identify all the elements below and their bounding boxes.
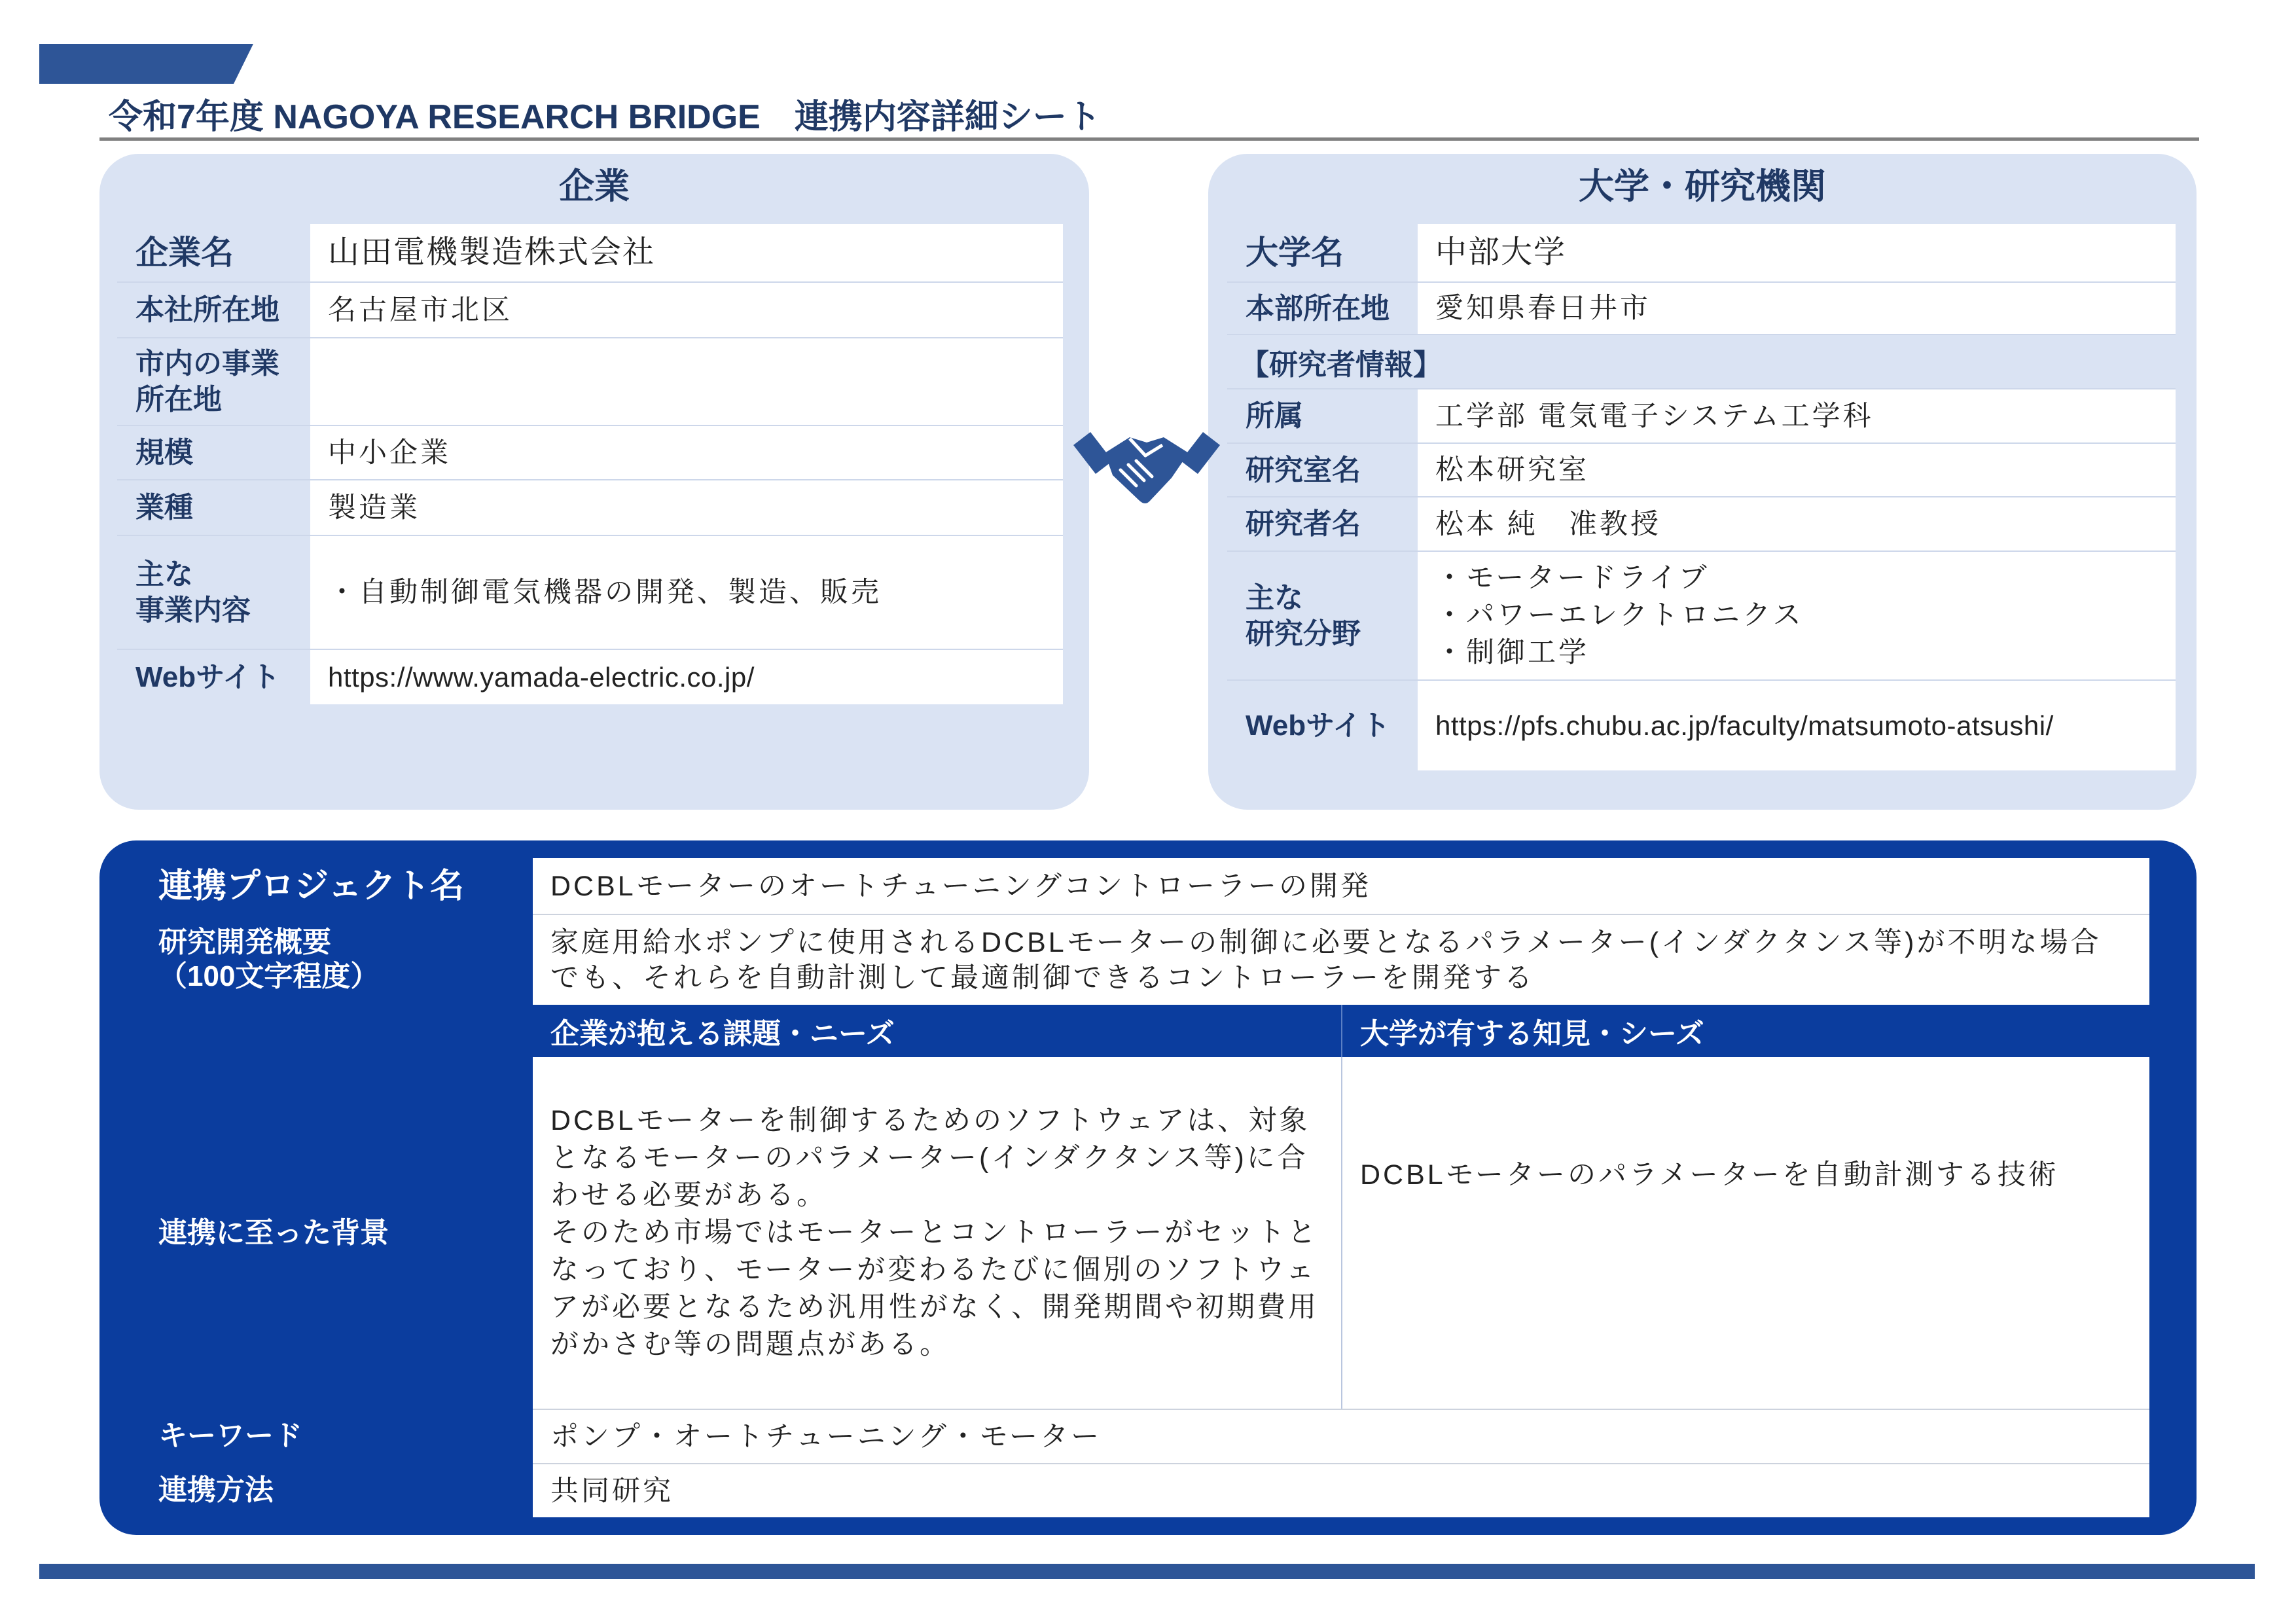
project-overview-label-text: 研究開発概要 bbox=[158, 926, 331, 958]
company-website-label: Webサイト bbox=[135, 661, 281, 693]
company-scale-label: 規模 bbox=[135, 437, 193, 469]
university-hq-value: 愛知県春日井市 bbox=[1418, 283, 2176, 334]
seeds-text: DCBLモーターのパラメーターを自動計測する技術 bbox=[1360, 1159, 2059, 1191]
project-method-label-text: 連携方法 bbox=[158, 1473, 274, 1506]
company-city-office-label: 市内の事業 所在地 bbox=[135, 348, 279, 416]
company-row-hq bbox=[117, 281, 1063, 337]
university-hq-label: 本部所在地 bbox=[1246, 292, 1390, 325]
company-panel bbox=[99, 154, 1089, 810]
company-row-scale bbox=[117, 425, 1063, 479]
research-field-item: ・モータードライブ bbox=[1435, 562, 1710, 594]
company-panel-heading: 企業 bbox=[559, 167, 630, 206]
company-business-value: ・自動制御電気機器の開発、製造、販売 bbox=[310, 536, 1063, 649]
research-field-item: ・制御工学 bbox=[1435, 637, 1589, 668]
footer-bar bbox=[39, 1564, 2255, 1579]
researcher-row-affiliation bbox=[1227, 388, 2176, 442]
researcher-row-lab bbox=[1227, 442, 2176, 496]
company-name-label: 企業名 bbox=[135, 234, 234, 271]
company-hq-label: 本社所在地 bbox=[135, 294, 279, 326]
project-overview-value: 家庭用給水ポンプに使用されるDCBLモーターの制御に必要となるパラメーター(インダクタンス等)が不明な場合でも、それらを自動計測して最適制御できるコントローラーを開発する bbox=[533, 914, 2149, 1005]
seeds-heading: 大学が有する知見・シーズ bbox=[1341, 1005, 2149, 1057]
project-background-label-text: 連携に至った背景 bbox=[158, 1216, 389, 1249]
project-method-label bbox=[99, 1463, 533, 1517]
researcher-fields-label: 主な 研究分野 bbox=[1246, 581, 1361, 650]
project-method-value: 共同研究 bbox=[533, 1463, 2149, 1517]
researcher-section-row bbox=[1227, 334, 2176, 388]
company-industry-value: 製造業 bbox=[310, 480, 1063, 535]
company-name-value: 山田電機製造株式会社 bbox=[310, 224, 1063, 281]
researcher-affiliation-value: 工学部 電気電子システム工学科 bbox=[1418, 389, 2176, 442]
university-panel-heading: 大学・研究機関 bbox=[1579, 167, 1826, 206]
project-keywords-value: ポンプ・オートチューニング・モーター bbox=[533, 1409, 2149, 1463]
handshake-icon bbox=[1073, 423, 1220, 508]
project-keywords-label-text: キーワード bbox=[158, 1419, 302, 1452]
researcher-section-heading: 【研究者情報】 bbox=[1240, 348, 1442, 381]
project-row-name bbox=[99, 858, 2149, 914]
project-subheading-spacer bbox=[99, 1005, 533, 1057]
researcher-row-website bbox=[1227, 679, 2176, 770]
company-hq-value: 名古屋市北区 bbox=[310, 283, 1063, 337]
company-row-business bbox=[117, 535, 1063, 649]
company-scale-value: 中小企業 bbox=[310, 426, 1063, 479]
company-business-label: 主な 事業内容 bbox=[135, 558, 251, 626]
company-industry-label: 業種 bbox=[135, 492, 193, 524]
project-panel bbox=[99, 840, 2197, 1535]
title-divider bbox=[99, 137, 2199, 141]
company-city-office-value bbox=[310, 338, 1063, 425]
project-keywords-label bbox=[99, 1409, 533, 1463]
header-tab-mark bbox=[39, 44, 253, 84]
researcher-row-fields bbox=[1227, 550, 2176, 679]
university-info-table bbox=[1227, 224, 2176, 770]
company-info-table bbox=[117, 224, 1063, 704]
needs-text: DCBLモーターを制御するためのソフトウェアは、対象となるモーターのパラメーター(インダクタンス等)に合わせる必要がある。 そのため市場ではモーターとコントローラーがセットとなっており、モーターが変わるたびに個別のソフトウェアが必要となるため汎用性がなく、開発期間や初期費用がかさむ等の問題点がある。 bbox=[550, 1105, 1319, 1360]
project-row-keywords bbox=[99, 1409, 2149, 1463]
researcher-website-label: Webサイト bbox=[1246, 710, 1391, 742]
project-name-value: DCBLモーターのオートチューニングコントローラーの開発 bbox=[533, 858, 2149, 914]
project-overview-sublabel: （100文字程度） bbox=[158, 960, 380, 992]
project-row-overview bbox=[99, 914, 2149, 1005]
project-row-method bbox=[99, 1463, 2149, 1517]
researcher-website-link[interactable]: https://pfs.chubu.ac.jp/faculty/matsumoto-atsushi/ bbox=[1418, 681, 2176, 770]
researcher-row-name bbox=[1227, 496, 2176, 550]
researcher-fields-list bbox=[1418, 552, 2176, 679]
project-row-subheadings bbox=[99, 1005, 2149, 1057]
researcher-lab-label: 研究室名 bbox=[1246, 454, 1361, 486]
university-row-name bbox=[1227, 224, 2176, 281]
researcher-name-value: 松本 純 准教授 bbox=[1418, 497, 2176, 550]
seeds-cell bbox=[1341, 1057, 2149, 1409]
project-table bbox=[99, 858, 2149, 1517]
company-row-website bbox=[117, 649, 1063, 704]
university-panel bbox=[1208, 154, 2197, 810]
research-field-item: ・パワーエレクトロニクス bbox=[1435, 600, 1804, 631]
needs-cell bbox=[533, 1057, 1341, 1409]
researcher-lab-value: 松本研究室 bbox=[1418, 444, 2176, 496]
company-row-city-office bbox=[117, 337, 1063, 425]
company-row-name bbox=[117, 224, 1063, 281]
project-name-label-text: 連携プロジェクト名 bbox=[158, 867, 464, 905]
company-website-link[interactable]: https://www.yamada-electric.co.jp/ bbox=[310, 650, 1063, 704]
university-name-value: 中部大学 bbox=[1418, 224, 2176, 281]
document-title: 令和7年度 NAGOYA RESEARCH BRIDGE 連携内容詳細シート bbox=[109, 98, 1101, 136]
researcher-name-label: 研究者名 bbox=[1246, 508, 1361, 540]
project-name-label bbox=[99, 858, 533, 914]
university-name-label: 大学名 bbox=[1246, 234, 1344, 271]
project-overview-label bbox=[99, 914, 533, 1005]
university-row-hq bbox=[1227, 281, 2176, 334]
researcher-affiliation-label: 所属 bbox=[1246, 400, 1303, 432]
company-row-industry bbox=[117, 479, 1063, 535]
needs-heading: 企業が抱える課題・ニーズ bbox=[550, 1018, 895, 1050]
project-row-background bbox=[99, 1057, 2149, 1409]
project-background-label bbox=[99, 1057, 533, 1409]
